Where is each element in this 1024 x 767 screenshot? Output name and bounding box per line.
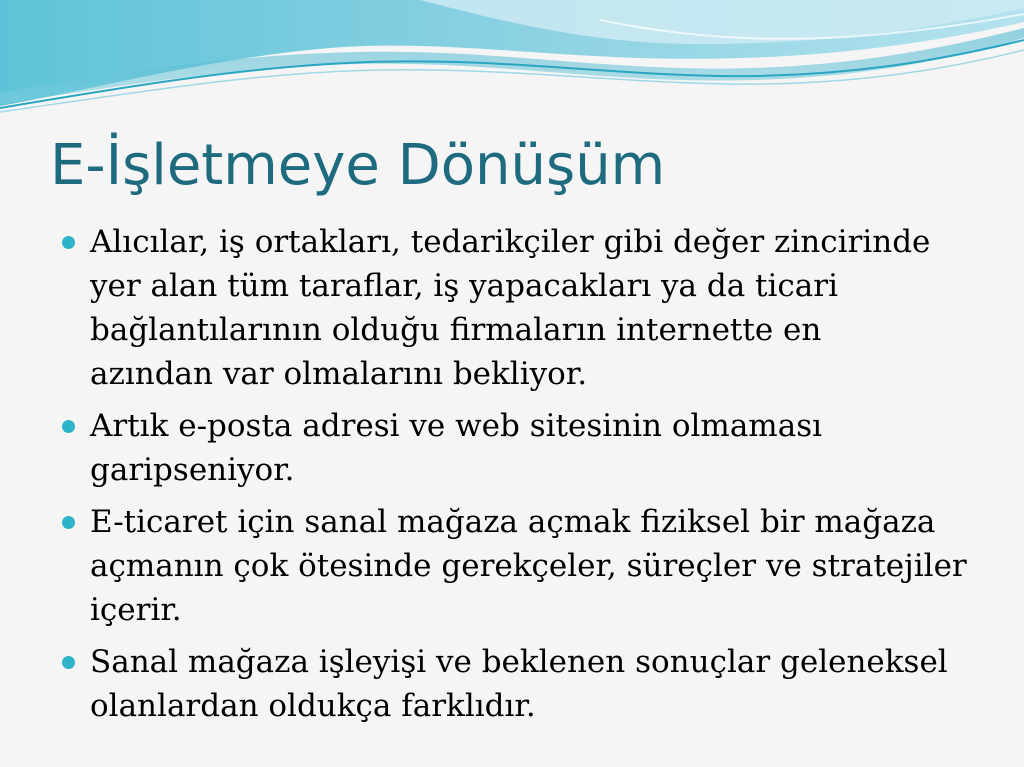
bullet-text-line: bağlantılarının olduğu firmaların internette en <box>90 312 822 348</box>
bullet-dot-icon <box>62 656 75 669</box>
bullet-text-line: olanlardan oldukça farklıdır. <box>90 688 536 724</box>
bullet-item <box>0 404 1000 492</box>
bullet-text-line: içerir. <box>90 592 182 628</box>
bullet-text-line: E-ticaret için sanal mağaza açmak fiziksel bir mağaza <box>90 504 936 540</box>
header-wave-decoration <box>0 0 1024 120</box>
bullet-dot-icon <box>62 236 75 249</box>
bullet-dot-icon <box>62 516 75 529</box>
bullet-text-line: garipseniyor. <box>90 452 295 488</box>
bullet-text-line: Alıcılar, iş ortakları, tedarikçiler gibi değer zincirinde <box>90 224 931 260</box>
bullet-list <box>0 220 1000 736</box>
bullet-text-line: yer alan tüm taraflar, iş yapacakları ya da ticari <box>90 268 839 304</box>
bullet-text-line: azından var olmalarını bekliyor. <box>90 356 588 392</box>
bullet-text-line: Sanal mağaza işleyişi ve beklenen sonuçlar geleneksel <box>90 644 948 680</box>
bullet-text-line: Artık e-posta adresi ve web sitesinin olmaması <box>90 408 823 444</box>
bullet-item <box>0 640 1000 728</box>
bullet-item <box>0 500 1000 632</box>
bullet-text-line: açmanın çok ötesinde gerekçeler, süreçler ve stratejiler <box>90 548 967 584</box>
bullet-dot-icon <box>62 420 75 433</box>
slide-title: E-İşletmeye Dönüşüm <box>50 133 666 198</box>
bullet-item <box>0 220 1000 396</box>
